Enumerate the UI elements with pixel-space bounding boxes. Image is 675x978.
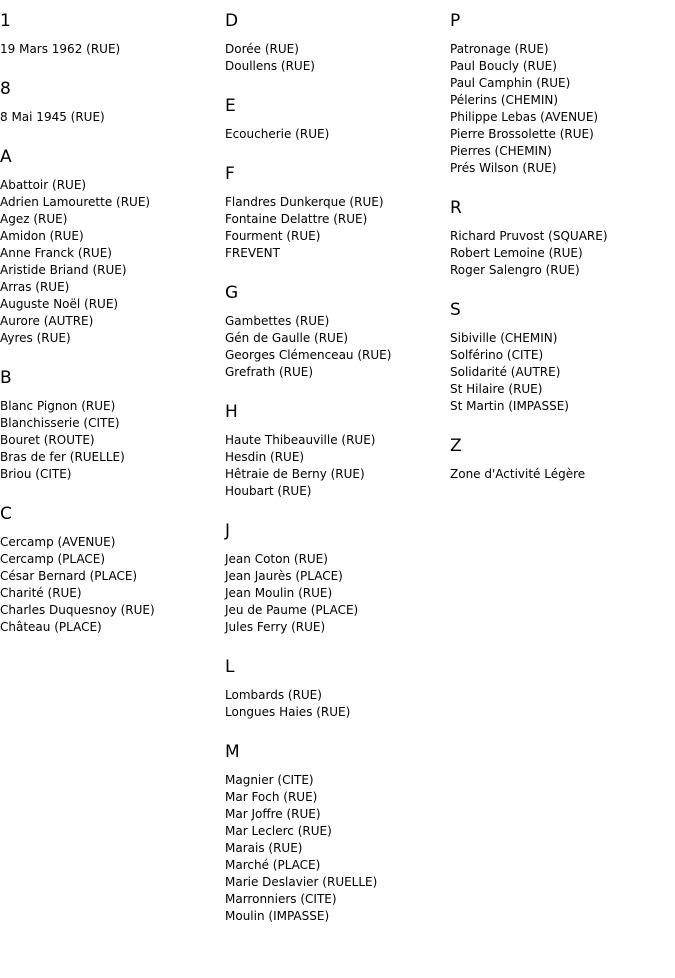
street-link[interactable]: Pélerins (CHEMIN) <box>450 93 559 107</box>
street-list <box>0 534 225 636</box>
street-link[interactable]: Jules Ferry (RUE) <box>225 620 326 634</box>
section-letter-heading: F <box>225 164 235 184</box>
street-link[interactable]: Aurore (AUTRE) <box>0 314 94 328</box>
street-list <box>450 228 675 279</box>
street-link[interactable]: Marais (RUE) <box>225 841 303 855</box>
letter-section <box>225 282 450 381</box>
street-link[interactable]: Fontaine Delattre (RUE) <box>225 212 368 226</box>
street-link[interactable]: St Hilaire (RUE) <box>450 382 543 396</box>
street-link[interactable]: Grefrath (RUE) <box>225 365 314 379</box>
section-letter-heading: 8 <box>0 79 11 99</box>
index-column-1 <box>0 10 225 656</box>
street-list <box>225 194 450 262</box>
section-letter-heading: A <box>0 147 12 167</box>
street-link[interactable]: Agez (RUE) <box>0 212 68 226</box>
street-link[interactable]: Robert Lemoine (RUE) <box>450 246 583 260</box>
street-link[interactable]: 8 Mai 1945 (RUE) <box>0 110 105 124</box>
street-link[interactable]: FREVENT <box>225 246 280 260</box>
street-list <box>0 398 225 483</box>
street-link[interactable]: Adrien Lamourette (RUE) <box>0 195 151 209</box>
section-letter-heading: C <box>0 504 12 524</box>
street-link[interactable]: Amidon (RUE) <box>0 229 84 243</box>
street-link[interactable]: Pierre Brossolette (RUE) <box>450 127 594 141</box>
street-link[interactable]: Hêtraie de Berny (RUE) <box>225 467 365 481</box>
street-list <box>225 126 450 143</box>
street-link[interactable]: Richard Pruvost (SQUARE) <box>450 229 608 243</box>
letter-section <box>225 163 450 262</box>
street-link[interactable]: Gambettes (RUE) <box>225 314 330 328</box>
street-link[interactable]: Jeu de Paume (PLACE) <box>225 603 359 617</box>
letter-section <box>225 656 450 721</box>
section-letter-heading: B <box>0 368 12 388</box>
street-link[interactable]: Bouret (ROUTE) <box>0 433 95 447</box>
street-list <box>225 551 450 636</box>
letter-section <box>0 10 225 58</box>
street-list <box>0 41 225 58</box>
letter-section <box>225 95 450 143</box>
section-letter-heading: L <box>225 657 235 677</box>
street-list <box>225 687 450 721</box>
street-link[interactable]: Gén de Gaulle (RUE) <box>225 331 349 345</box>
letter-section <box>225 520 450 636</box>
street-link[interactable]: Château (PLACE) <box>0 620 102 634</box>
street-link[interactable]: Flandres Dunkerque (RUE) <box>225 195 384 209</box>
street-link[interactable]: Lombards (RUE) <box>225 688 322 702</box>
street-link[interactable]: Sibiville (CHEMIN) <box>450 331 558 345</box>
street-link[interactable]: Anne Franck (RUE) <box>0 246 112 260</box>
street-link[interactable]: Cercamp (AVENUE) <box>0 535 116 549</box>
street-link[interactable]: Aristide Briand (RUE) <box>0 263 127 277</box>
street-list <box>225 41 450 75</box>
street-link[interactable]: Auguste Noël (RUE) <box>0 297 119 311</box>
street-link[interactable]: Fourment (RUE) <box>225 229 321 243</box>
street-link[interactable]: Marie Deslavier (RUELLE) <box>225 875 378 889</box>
street-link[interactable]: St Martin (IMPASSE) <box>450 399 569 413</box>
section-letter-heading: R <box>450 198 462 218</box>
street-link[interactable]: Ayres (RUE) <box>0 331 71 345</box>
street-link[interactable]: Abattoir (RUE) <box>0 178 87 192</box>
street-link[interactable]: Haute Thibeauville (RUE) <box>225 433 376 447</box>
section-letter-heading: P <box>450 11 461 31</box>
section-letter-heading: H <box>225 402 238 422</box>
street-link[interactable]: 19 Mars 1962 (RUE) <box>0 42 121 56</box>
street-link[interactable]: Cercamp (PLACE) <box>0 552 106 566</box>
street-link[interactable]: Solidarité (AUTRE) <box>450 365 561 379</box>
section-letter-heading: D <box>225 11 239 31</box>
section-letter-heading: J <box>225 521 231 541</box>
street-link[interactable]: Prés Wilson (RUE) <box>450 161 557 175</box>
street-link[interactable]: Hesdin (RUE) <box>225 450 305 464</box>
street-link[interactable]: Paul Boucly (RUE) <box>450 59 557 73</box>
section-letter-heading: G <box>225 283 239 303</box>
street-link[interactable]: Moulin (IMPASSE) <box>225 909 330 923</box>
street-list <box>225 772 450 925</box>
street-link[interactable]: Houbart (RUE) <box>225 484 312 498</box>
street-link[interactable]: Dorée (RUE) <box>225 42 299 56</box>
index-column-3 <box>450 10 675 503</box>
street-link[interactable]: Blanc Pignon (RUE) <box>0 399 116 413</box>
letter-section <box>450 197 675 279</box>
street-link[interactable]: Mar Leclerc (RUE) <box>225 824 332 838</box>
street-link[interactable]: Philippe Lebas (AVENUE) <box>450 110 599 124</box>
street-list <box>225 432 450 500</box>
letter-section <box>0 146 225 347</box>
letter-section <box>225 401 450 500</box>
street-link[interactable]: Paul Camphin (RUE) <box>450 76 571 90</box>
street-link[interactable]: Patronage (RUE) <box>450 42 549 56</box>
street-link[interactable]: César Bernard (PLACE) <box>0 569 138 583</box>
letter-section <box>450 435 675 483</box>
street-link[interactable]: Jean Moulin (RUE) <box>225 586 333 600</box>
letter-section <box>0 503 225 636</box>
street-link[interactable]: Briou (CITE) <box>0 467 72 481</box>
street-link[interactable]: Doullens (RUE) <box>225 59 315 73</box>
letter-section <box>0 78 225 126</box>
street-link[interactable]: Solférino (CITE) <box>450 348 544 362</box>
street-link[interactable]: Ecoucherie (RUE) <box>225 127 330 141</box>
street-link[interactable]: Marché (PLACE) <box>225 858 321 872</box>
street-link[interactable]: Charles Duquesnoy (RUE) <box>0 603 155 617</box>
letter-section <box>0 367 225 483</box>
street-list <box>225 313 450 381</box>
street-link[interactable]: Jean Jaurès (PLACE) <box>225 569 343 583</box>
index-column-2 <box>225 10 450 945</box>
letter-section <box>225 10 450 75</box>
street-link[interactable]: Jean Coton (RUE) <box>225 552 328 566</box>
street-link[interactable]: Mar Joffre (RUE) <box>225 807 321 821</box>
street-link[interactable]: Bras de fer (RUELLE) <box>0 450 125 464</box>
street-link[interactable]: Pierres (CHEMIN) <box>450 144 552 158</box>
street-link[interactable]: Roger Salengro (RUE) <box>450 263 580 277</box>
street-link[interactable]: Zone d'Activité Légère <box>450 467 586 481</box>
street-link[interactable]: Blanchisserie (CITE) <box>0 416 120 430</box>
street-link[interactable]: Georges Clémenceau (RUE) <box>225 348 392 362</box>
street-link[interactable]: Mar Foch (RUE) <box>225 790 318 804</box>
section-letter-heading: M <box>225 742 240 762</box>
section-letter-heading: E <box>225 96 236 116</box>
street-list <box>450 466 675 483</box>
letter-section <box>225 741 450 925</box>
street-link[interactable]: Marronniers (CITE) <box>225 892 337 906</box>
section-letter-heading: S <box>450 300 461 320</box>
street-link[interactable]: Longues Haies (RUE) <box>225 705 351 719</box>
section-letter-heading: Z <box>450 436 462 456</box>
street-link[interactable]: Magnier (CITE) <box>225 773 314 787</box>
street-link[interactable]: Arras (RUE) <box>0 280 70 294</box>
street-list <box>0 177 225 347</box>
street-link[interactable]: Charité (RUE) <box>0 586 82 600</box>
street-list <box>0 109 225 126</box>
letter-section <box>450 10 675 177</box>
street-list <box>450 330 675 415</box>
street-list <box>450 41 675 177</box>
letter-section <box>450 299 675 415</box>
section-letter-heading: 1 <box>0 11 11 31</box>
